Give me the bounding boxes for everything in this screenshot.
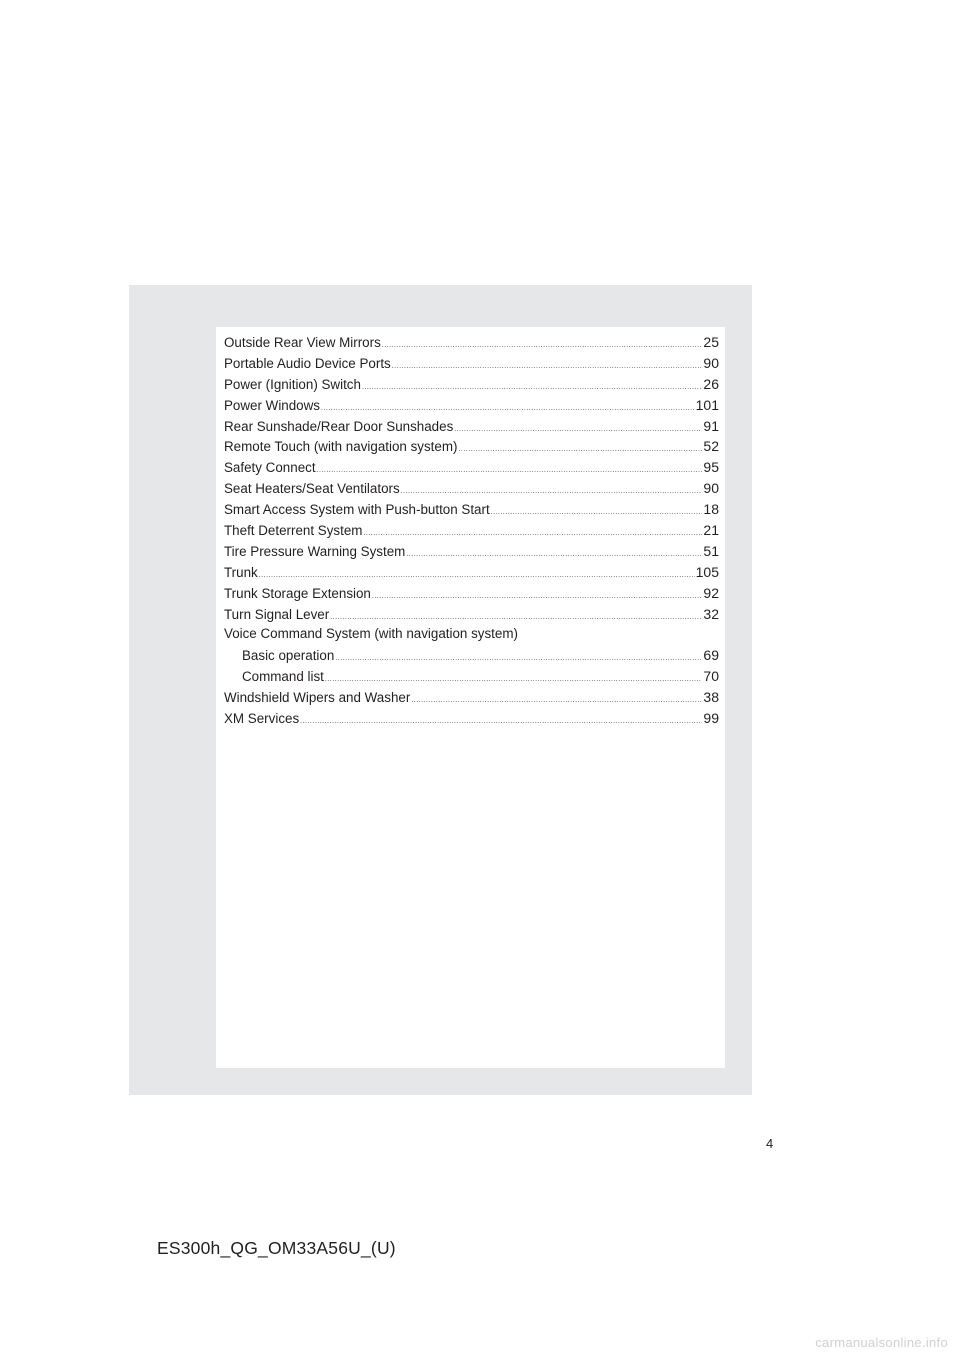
dot-leader <box>411 691 702 712</box>
entry-page: 52 <box>703 438 719 455</box>
entry-page: 21 <box>703 522 719 539</box>
entry-title: Rear Sunshade/Rear Door Sunshades <box>224 418 454 434</box>
entry-page: 18 <box>703 501 719 518</box>
dot-leader <box>406 545 702 566</box>
entry-title: Trunk Storage Extension <box>224 585 371 601</box>
entry-page: 101 <box>695 396 719 413</box>
entry-title: Power Windows <box>224 397 320 413</box>
dot-leader <box>300 712 702 733</box>
entry-page: 25 <box>703 334 719 350</box>
entry-page: 90 <box>703 480 719 497</box>
index-entry[interactable] <box>224 416 719 437</box>
index-entry[interactable] <box>224 374 719 395</box>
index-subentry[interactable] <box>224 645 719 666</box>
entry-title: XM Services <box>224 711 300 727</box>
entry-page: 92 <box>703 584 719 601</box>
entry-page: 105 <box>695 563 719 580</box>
dot-leader <box>491 503 703 524</box>
page-number: 4 <box>766 1136 774 1151</box>
dot-leader <box>362 378 702 399</box>
entry-page: 32 <box>703 605 719 622</box>
entry-page: 70 <box>703 668 719 685</box>
index-entry[interactable] <box>224 687 719 708</box>
entry-title: Remote Touch (with navigation system) <box>224 439 458 455</box>
entry-title: Power (Ignition) Switch <box>224 376 361 392</box>
index-entry[interactable] <box>224 332 719 353</box>
entry-title: Windshield Wipers and Washer <box>224 690 411 706</box>
entry-title: Theft Deterrent System <box>224 523 363 539</box>
dot-leader <box>335 649 702 670</box>
entry-page: 51 <box>703 542 719 559</box>
index-entry[interactable] <box>224 478 719 499</box>
index-entry[interactable] <box>224 562 719 583</box>
entry-title: Tire Pressure Warning System <box>224 543 406 559</box>
dot-leader <box>454 420 702 441</box>
index-entry[interactable] <box>224 708 719 729</box>
dot-leader <box>382 336 703 357</box>
entry-page: 26 <box>703 375 719 392</box>
index-entry[interactable] <box>224 499 719 520</box>
entry-title: Trunk <box>224 564 258 580</box>
entry-page: 95 <box>703 459 719 476</box>
entry-page: 90 <box>703 354 719 371</box>
entry-title: Safety Connect <box>224 460 316 476</box>
dot-leader <box>458 440 702 461</box>
index-heading <box>224 624 719 645</box>
index-entry[interactable] <box>224 520 719 541</box>
dot-leader <box>392 357 703 378</box>
entry-title: Basic operation <box>242 648 335 664</box>
watermark-text: carmanualsonline.info <box>815 1335 948 1350</box>
entry-title: Outside Rear View Mirrors <box>224 335 381 350</box>
entry-page: 38 <box>703 689 719 706</box>
entry-title: Smart Access System with Push-button Start <box>224 502 490 518</box>
index-entry[interactable] <box>224 541 719 562</box>
index-list <box>224 332 719 729</box>
entry-title: Voice Command System (with navigation system) <box>224 626 518 642</box>
dot-leader <box>363 524 702 545</box>
document-code: ES300h_QG_OM33A56U_(U) <box>157 1238 396 1258</box>
entry-page: 91 <box>703 417 719 434</box>
dot-leader <box>372 587 703 608</box>
index-entry[interactable] <box>224 457 719 478</box>
index-entry[interactable] <box>224 353 719 374</box>
entry-title: Turn Signal Lever <box>224 606 330 622</box>
entry-page: 99 <box>703 710 719 727</box>
index-subentry[interactable] <box>224 666 719 687</box>
index-entry[interactable] <box>224 604 719 625</box>
entry-title: Seat Heaters/Seat Ventilators <box>224 481 400 497</box>
entry-title: Portable Audio Device Ports <box>224 355 391 371</box>
entry-title: Command list <box>242 669 324 685</box>
index-entry[interactable] <box>224 436 719 457</box>
index-entry[interactable] <box>224 395 719 416</box>
entry-page: 69 <box>703 647 719 664</box>
index-entry[interactable] <box>224 583 719 604</box>
